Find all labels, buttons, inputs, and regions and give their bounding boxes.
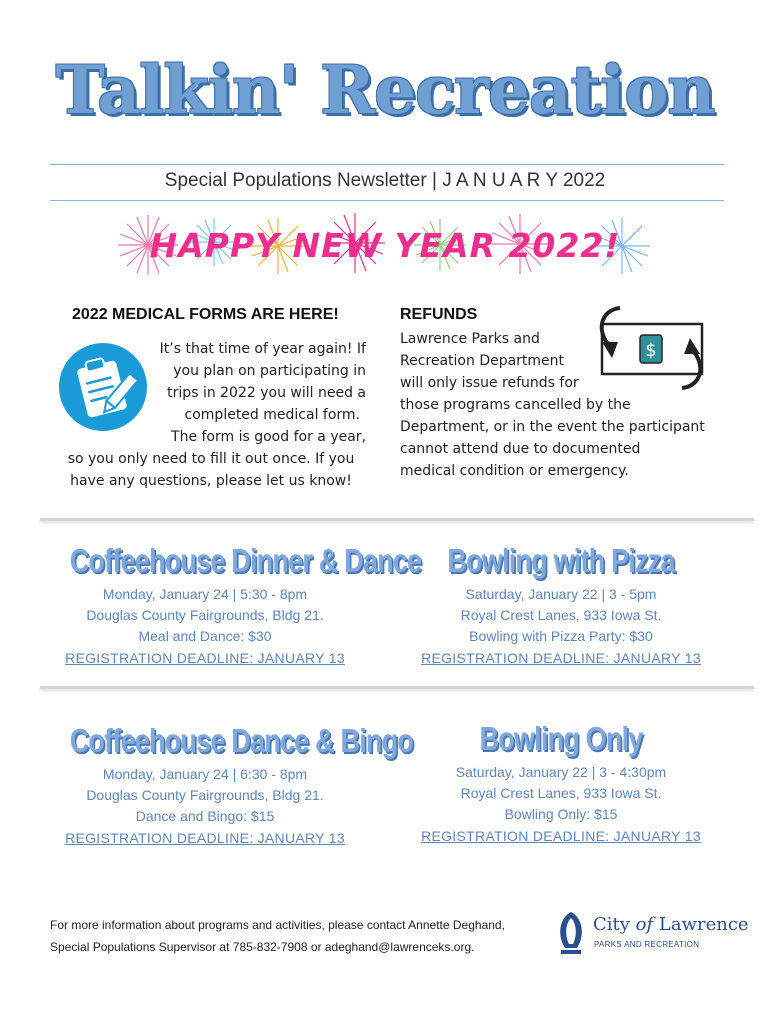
event-card-bowling-pizza	[396, 538, 726, 669]
event-location: Royal Crest Lanes, 933 Iowa St.	[460, 785, 662, 801]
event-title: Coffeehouse Dance & Bingo	[69, 722, 414, 759]
contact-info: For more information about programs and activities, please contact Annette Deghand, Special Populations Supervisor at 785-832-7908 or adeghand@lawrenceks.org.	[50, 918, 505, 954]
top-rule	[50, 164, 724, 165]
event-card-bowling-only	[396, 716, 726, 847]
event-card-coffeehouse-dinner	[40, 538, 422, 669]
event-date: Saturday, January 22 | 3 - 4:30pm	[455, 764, 667, 780]
svg-text:$: $	[645, 340, 657, 361]
newsletter-subtitle: Special Populations Newsletter | J A N U A R Y 2022	[164, 170, 606, 191]
bottom-rule	[50, 200, 724, 201]
medical-forms-text-top: It’s that time of year again! If you plan on participating in trips in 2022 you will need a completed medical form. The form is good for a year,	[159, 341, 366, 445]
section-divider-2	[40, 686, 754, 689]
event-location: Douglas County Fairgrounds, Bldg 21.	[86, 607, 324, 623]
event-title: Bowling Only	[479, 720, 643, 757]
refunds-heading: REFUNDS	[400, 306, 478, 323]
medical-forms-text-bottom: so you only need to fill it out once. If you have any questions, please let us know!	[67, 451, 355, 489]
clipboard-pencil-icon	[58, 342, 148, 432]
event-title: Bowling with Pizza	[447, 542, 675, 579]
logo-subtitle: PARKS AND RECREATION	[594, 940, 700, 949]
happy-new-year-banner: HAPPY NEW YEAR 2022!	[149, 226, 621, 265]
newsletter-title: Talkin' Recreation	[55, 51, 715, 129]
medical-forms-heading: 2022 MEDICAL FORMS ARE HERE!	[72, 306, 339, 323]
event-title: Coffeehouse Dinner & Dance	[69, 542, 422, 579]
refunds-text: Lawrence Parks and Recreation Department will only issue refunds for those programs cancelled by the Department, or in the event the participant cannot attend due to documented medical condition or emergency.	[400, 331, 705, 479]
event-deadline: REGISTRATION DEADLINE: JANUARY 13	[65, 830, 345, 846]
event-location: Royal Crest Lanes, 933 Iowa St.	[460, 607, 662, 623]
event-location: Douglas County Fairgrounds, Bldg 21.	[86, 787, 324, 803]
event-date: Monday, January 24 | 6:30 - 8pm	[102, 766, 308, 782]
city-of-lawrence-logo-icon	[553, 908, 589, 960]
event-deadline: REGISTRATION DEADLINE: JANUARY 13	[65, 650, 345, 666]
event-price: Meal and Dance: $30	[138, 628, 272, 644]
event-price: Bowling with Pizza Party: $30	[469, 628, 653, 644]
section-divider-1	[40, 518, 754, 521]
event-card-coffeehouse-bingo	[40, 718, 414, 849]
event-date: Saturday, January 22 | 3 - 5pm	[465, 586, 657, 602]
event-deadline: REGISTRATION DEADLINE: JANUARY 13	[421, 650, 701, 666]
event-deadline: REGISTRATION DEADLINE: JANUARY 13	[421, 828, 701, 844]
event-price: Bowling Only: $15	[504, 806, 618, 822]
city-of-lawrence-logo	[553, 908, 749, 960]
logo-city-name: City of Lawrence	[593, 914, 749, 935]
event-date: Monday, January 24 | 5:30 - 8pm	[102, 586, 308, 602]
event-price: Dance and Bingo: $15	[135, 808, 275, 824]
